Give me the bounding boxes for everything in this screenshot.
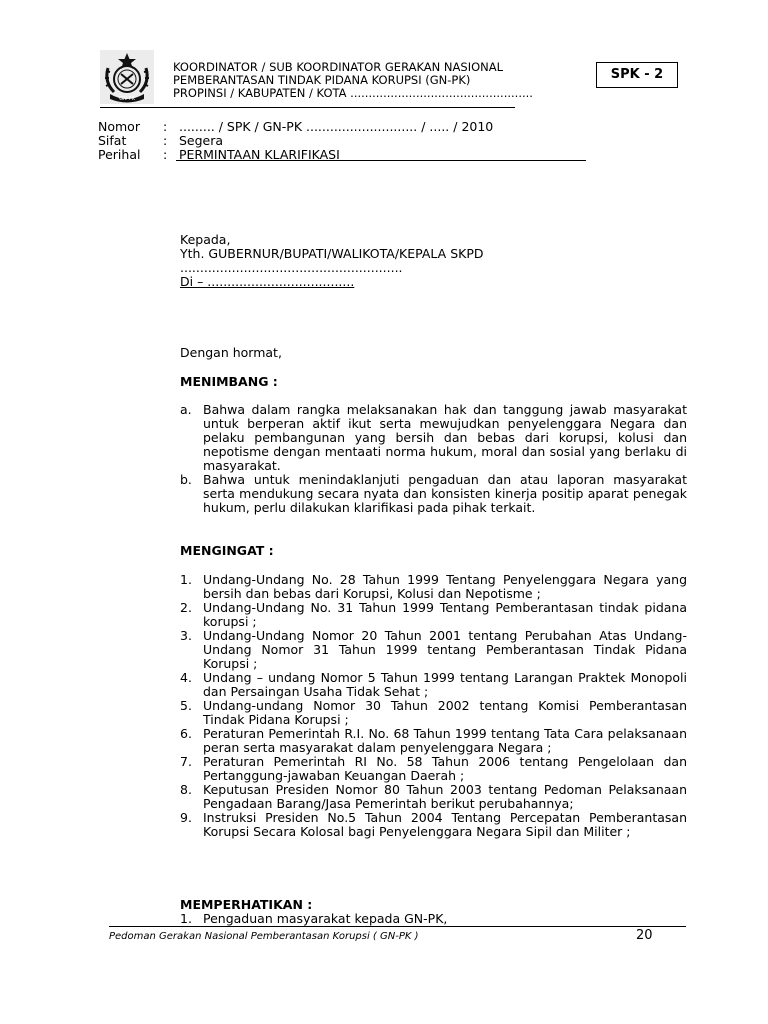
perihal-colon: :: [163, 147, 168, 162]
form-code-badge: SPK - 2: [596, 62, 678, 88]
letterhead-rule: [100, 107, 515, 108]
list-text: Instruksi Presiden No.5 Tahun 2004 Tentang Percepatan Pemberantasan Korupsi Secara Kolosal bagi Penyelenggara Negara Sipil dan Militer ;: [203, 810, 687, 839]
list-item: [180, 629, 687, 671]
svg-text:GN-PK: GN-PK: [119, 96, 135, 102]
list-item: [180, 601, 687, 629]
list-marker: 7.: [180, 754, 192, 769]
list-text: Undang – undang Nomor 5 Tahun 1999 tentang Larangan Praktek Monopoli dan Persaingan Usaha Tidak Sehat ;: [203, 670, 687, 699]
letterhead-line-3: PROPINSI / KABUPATEN / KOTA ..................................................: [173, 86, 533, 100]
list-marker: 9.: [180, 810, 192, 825]
list-item: [180, 783, 687, 811]
list-marker: 6.: [180, 726, 192, 741]
letterhead-line-2: PEMBERANTASAN TINDAK PIDANA KORUPSI (GN-PK): [173, 73, 471, 87]
list-text: Peraturan Pemerintah RI No. 58 Tahun 2006 tentang Pengelolaan dan Pertanggung-jawaban Keuangan Daerah ;: [203, 754, 687, 783]
gnpk-logo: [100, 50, 154, 104]
recipient-location: Di – .....................................: [180, 274, 355, 289]
list-marker: b.: [180, 472, 192, 487]
list-marker: 4.: [180, 670, 192, 685]
list-text: Peraturan Pemerintah R.I. No. 68 Tahun 1999 tentang Tata Cara pelaksanaan peran serta masyarakat dalam penyelenggara Negara ;: [203, 726, 687, 755]
sifat-label: Sifat: [98, 133, 127, 148]
sifat-value: Segera: [179, 133, 224, 148]
list-text: Undang-undang Nomor 30 Tahun 2002 tentang Komisi Pemberantasan Tindak Pidana Korupsi ;: [203, 698, 687, 727]
list-text: Undang-Undang No. 31 Tahun 1999 Tentang Pemberantasan tindak pidana korupsi ;: [203, 600, 687, 629]
footer-rule: [109, 926, 686, 927]
recipient-title: Yth. GUBERNUR/BUPATI/WALIKOTA/KEPALA SKPD: [180, 246, 484, 261]
letterhead: [173, 61, 533, 100]
list-marker: a.: [180, 402, 192, 417]
memperhatikan-heading: MEMPERHATIKAN :: [180, 897, 313, 912]
menimbang-heading: MENIMBANG :: [180, 374, 278, 389]
list-marker: 3.: [180, 628, 192, 643]
mengingat-heading: MENGINGAT :: [180, 543, 274, 558]
page-number: 20: [636, 928, 653, 943]
mengingat-list: [180, 573, 687, 839]
menimbang-list: [180, 403, 687, 515]
list-text: Pengaduan masyarakat kepada GN-PK,: [203, 911, 448, 926]
greeting: Dengan hormat,: [180, 345, 282, 360]
list-text: Undang-Undang Nomor 20 Tahun 2001 tentang Perubahan Atas Undang-Undang Nomor 31 Tahun 1999 tentang Pemberantasan Tindak Pidana Korupsi ;: [203, 628, 687, 671]
list-item: [180, 811, 687, 839]
recipient-name-blank: ........................................................: [180, 260, 403, 275]
nomor-label: Nomor: [98, 119, 140, 134]
list-item: [180, 403, 687, 473]
list-marker: 1.: [180, 572, 192, 587]
list-marker: 2.: [180, 600, 192, 615]
recipient-kepada: Kepada,: [180, 232, 231, 247]
list-item: [180, 727, 687, 755]
list-item: [180, 671, 687, 699]
perihal-underline: [176, 160, 586, 161]
perihal-value: PERMINTAAN KLARIFIKASI: [179, 147, 340, 162]
list-marker: 8.: [180, 782, 192, 797]
list-marker: 1.: [180, 911, 192, 926]
list-item: [180, 912, 687, 926]
list-text: Keputusan Presiden Nomor 80 Tahun 2003 tentang Pedoman Pelaksanaan Pengadaan Barang/Jasa Pemerintah berikut perubahannya;: [203, 782, 687, 811]
sifat-colon: :: [163, 133, 168, 148]
list-item: [180, 699, 687, 727]
perihal-label: Perihal: [98, 147, 141, 162]
footer-text: Pedoman Gerakan Nasional Pemberantasan Korupsi ( GN-PK ): [109, 931, 419, 942]
nomor-value: ......... / SPK / GN-PK ............................ / ..... / 2010: [179, 119, 494, 134]
list-marker: 5.: [180, 698, 192, 713]
letterhead-line-1: KOORDINATOR / SUB KOORDINATOR GERAKAN NASIONAL: [173, 60, 504, 74]
nomor-colon: :: [163, 119, 168, 134]
list-text: Bahwa dalam rangka melaksanakan hak dan tanggung jawab masyarakat untuk berperan aktif ikut serta mewujudkan penyelenggara Negara dan pelaku pembangunan yang bersih dan bebas dari korupsi, kolusi dan nepotisme dengan mentaati norma hukum, moral dan sosial yang berlaku di masyarakat.: [203, 402, 687, 473]
list-item: [180, 573, 687, 601]
list-item: [180, 755, 687, 783]
memperhatikan-list: [180, 912, 687, 926]
list-item: [180, 473, 687, 515]
list-text: Bahwa untuk menindaklanjuti pengaduan dan atau laporan masyarakat serta mendukung secara nyata dan konsisten kinerja positip aparat penegak hukum, perlu dilakukan klarifikasi pada pihak terkait.: [203, 472, 687, 515]
list-text: Undang-Undang No. 28 Tahun 1999 Tentang Penyelenggara Negara yang bersih dan bebas dari Korupsi, Kolusi dan Nepotisme ;: [203, 572, 687, 601]
